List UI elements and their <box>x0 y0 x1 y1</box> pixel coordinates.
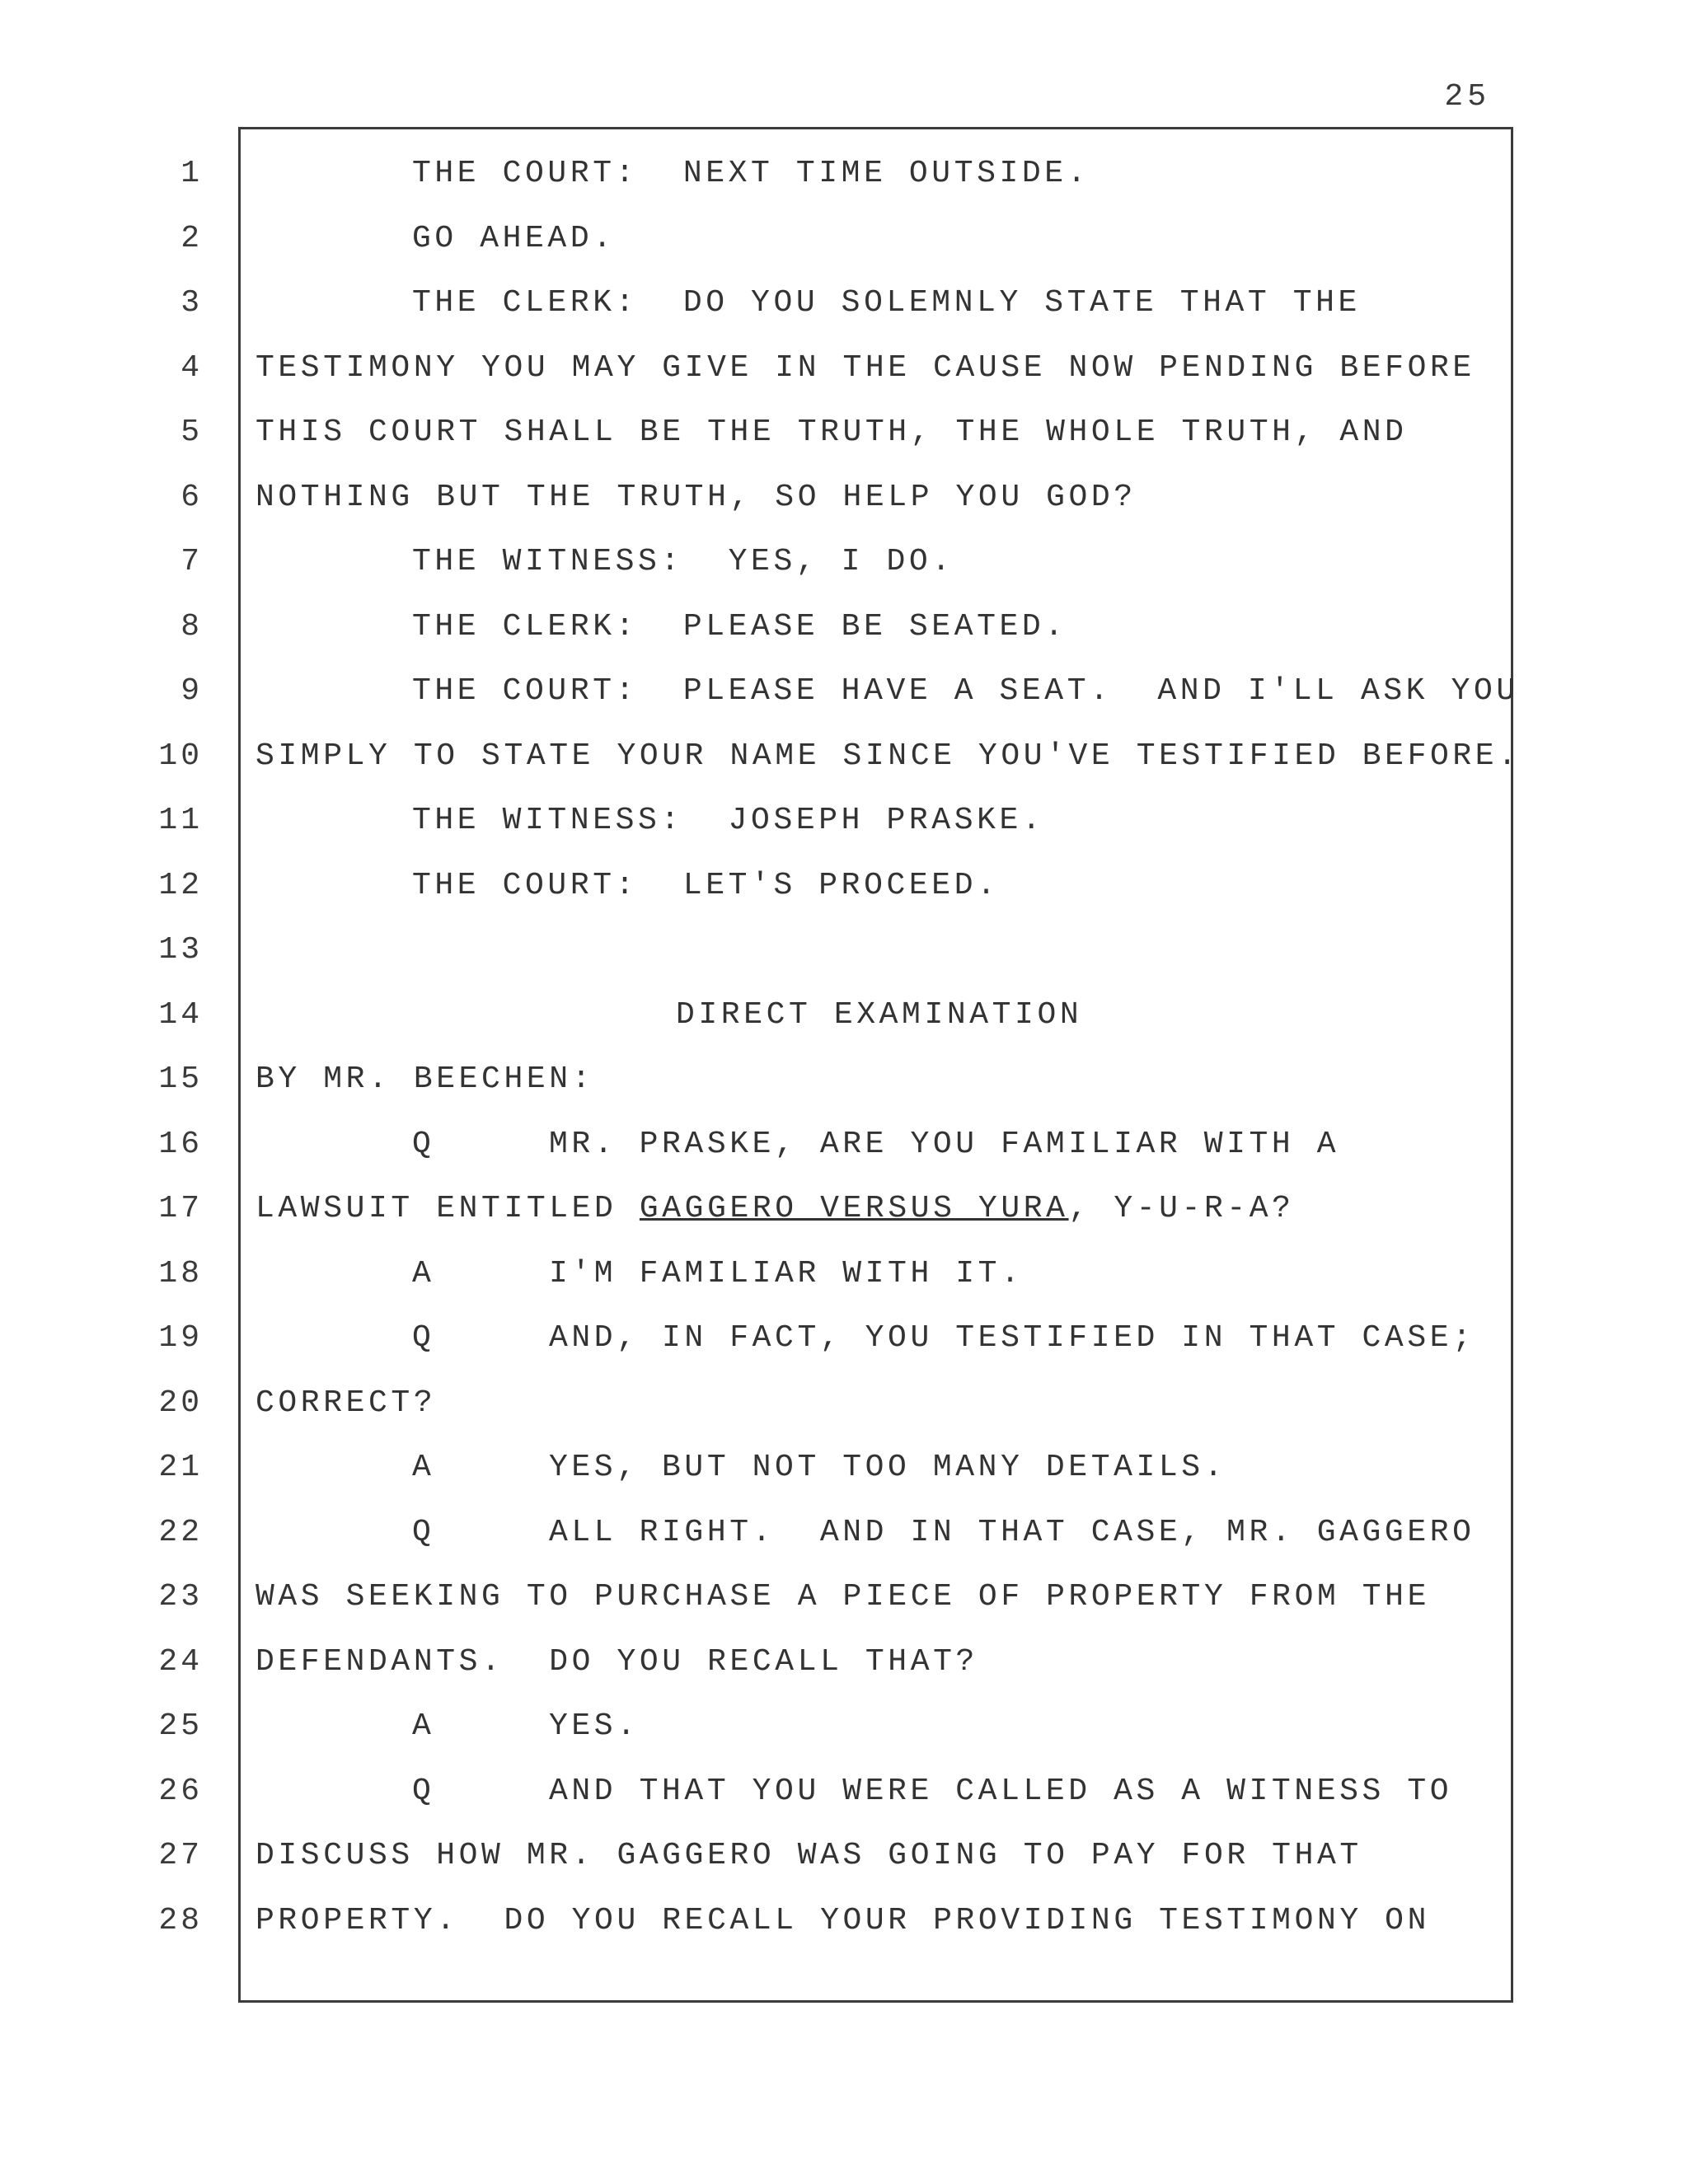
line-number: 10 <box>158 738 203 774</box>
case-name: GAGGERO VERSUS YURA <box>639 1191 1069 1226</box>
line-text: LAWSUIT ENTITLED <box>256 1191 640 1226</box>
transcript-line: THE COURT: PLEASE HAVE A SEAT. AND I'LL ASK YOU <box>412 673 1519 709</box>
transcript-line: THE COURT: NEXT TIME OUTSIDE. <box>412 156 1090 191</box>
line-number: 26 <box>158 1773 203 1809</box>
line-number: 11 <box>158 803 203 838</box>
transcript-line: THIS COURT SHALL BE THE TRUTH, THE WHOLE TRUTH, AND <box>256 415 1408 450</box>
transcript-line: NOTHING BUT THE TRUTH, SO HELP YOU GOD? <box>256 479 1137 515</box>
line-number: 4 <box>181 349 203 386</box>
question-marker: Q <box>412 1320 435 1356</box>
transcript-line: THE COURT: LET'S PROCEED. <box>412 867 1000 903</box>
line-text: , Y-U-R-A? <box>1068 1191 1295 1226</box>
line-number: 3 <box>181 285 203 321</box>
question-text: MR. PRASKE, ARE YOU FAMILIAR WITH A <box>549 1126 1340 1162</box>
answer-line <box>256 1442 1500 1507</box>
transcript-line: DISCUSS HOW MR. GAGGERO WAS GOING TO PAY FOR THAT <box>256 1838 1362 1873</box>
line-number: 6 <box>181 479 203 515</box>
transcript-line: GO AHEAD. <box>412 220 616 256</box>
line-number-column <box>140 148 203 1960</box>
line-number: 15 <box>158 1062 203 1097</box>
transcript-body <box>256 148 1521 1960</box>
line-number: 2 <box>181 220 203 256</box>
line-number: 17 <box>158 1191 203 1226</box>
transcript-line: THE WITNESS: JOSEPH PRASKE. <box>412 803 1045 838</box>
question-line <box>256 1766 1500 1831</box>
line-number: 9 <box>181 673 203 709</box>
answer-line <box>256 1249 1500 1314</box>
line-number: 1 <box>181 156 203 191</box>
line-number: 24 <box>158 1643 203 1680</box>
transcript-line: PROPERTY. DO YOU RECALL YOUR PROVIDING TESTIMONY ON <box>256 1902 1430 1938</box>
question-text: ALL RIGHT. AND IN THAT CASE, MR. GAGGERO <box>549 1514 1475 1550</box>
answer-line <box>256 1701 1500 1766</box>
section-heading: DIRECT EXAMINATION <box>676 996 1083 1033</box>
transcript-line-blank <box>256 925 1500 990</box>
question-marker: Q <box>412 1773 435 1809</box>
question-line <box>256 1313 1500 1378</box>
transcript-line: TESTIMONY YOU MAY GIVE IN THE CAUSE NOW PENDING BEFORE <box>256 349 1475 386</box>
transcript-line: SIMPLY TO STATE YOUR NAME SINCE YOU'VE TESTIFIED BEFORE. <box>256 738 1521 774</box>
answer-marker: A <box>412 1708 435 1744</box>
page-number: 25 <box>1444 79 1490 115</box>
line-number: 18 <box>158 1255 203 1291</box>
line-number: 13 <box>158 932 203 968</box>
examiner-line: BY MR. BEECHEN: <box>256 1062 595 1097</box>
line-number: 28 <box>158 1902 203 1938</box>
question-line <box>256 1119 1500 1184</box>
transcript-line <box>256 1183 1500 1249</box>
question-text: AND THAT YOU WERE CALLED AS A WITNESS TO <box>549 1773 1453 1809</box>
transcript-line: THE CLERK: DO YOU SOLEMNLY STATE THAT THE <box>412 285 1361 321</box>
line-number: 14 <box>158 996 203 1033</box>
line-number: 5 <box>181 415 203 450</box>
question-line <box>256 1507 1500 1572</box>
question-marker: Q <box>412 1514 435 1550</box>
line-number: 12 <box>158 867 203 903</box>
line-number: 20 <box>158 1385 203 1421</box>
transcript-line: THE CLERK: PLEASE BE SEATED. <box>412 608 1067 644</box>
answer-text: YES. <box>549 1708 640 1744</box>
transcript-line: WAS SEEKING TO PURCHASE A PIECE OF PROPERTY FROM THE <box>256 1579 1430 1615</box>
transcript-line: THE WITNESS: YES, I DO. <box>412 544 954 579</box>
answer-marker: A <box>412 1255 435 1291</box>
line-number: 21 <box>158 1450 203 1485</box>
line-number: 27 <box>158 1838 203 1873</box>
line-number: 25 <box>158 1708 203 1744</box>
transcript-line: CORRECT? <box>256 1385 437 1421</box>
line-number: 22 <box>158 1514 203 1550</box>
answer-marker: A <box>412 1450 435 1485</box>
line-number: 7 <box>181 544 203 579</box>
line-number: 19 <box>158 1320 203 1356</box>
line-number: 23 <box>158 1579 203 1615</box>
question-text: AND, IN FACT, YOU TESTIFIED IN THAT CASE; <box>549 1320 1475 1356</box>
transcript-line: DEFENDANTS. DO YOU RECALL THAT? <box>256 1643 978 1680</box>
question-marker: Q <box>412 1126 435 1162</box>
answer-text: YES, BUT NOT TOO MANY DETAILS. <box>549 1450 1227 1485</box>
line-number: 16 <box>158 1126 203 1162</box>
answer-text: I'M FAMILIAR WITH IT. <box>549 1255 1024 1291</box>
line-number: 8 <box>181 608 203 644</box>
